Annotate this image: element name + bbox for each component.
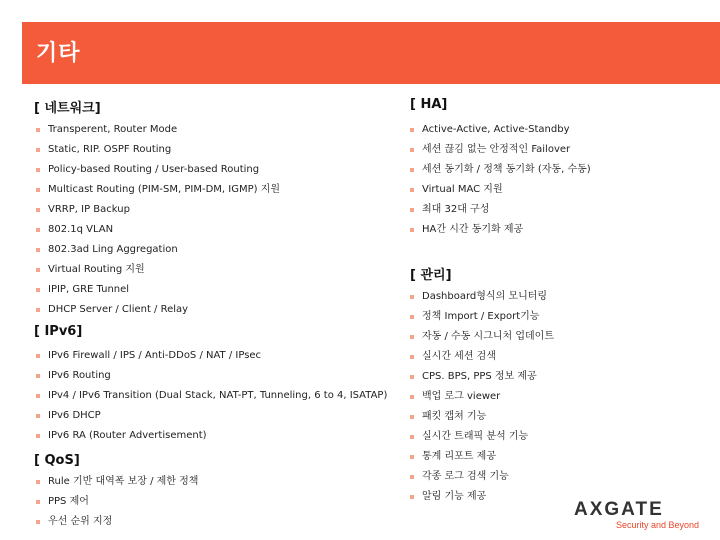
list-item: Policy-based Routing / User-based Routing bbox=[34, 160, 280, 180]
list-item: Static, RIP. OSPF Routing bbox=[34, 140, 280, 160]
list-item: 실시간 세션 검색 bbox=[408, 347, 554, 367]
list-item: 알림 기능 제공 bbox=[408, 487, 554, 507]
qos-section-title: [ QoS] bbox=[34, 453, 80, 468]
list-item: 실시간 트래픽 분석 기능 bbox=[408, 427, 554, 447]
list-item: 각종 로그 검색 기능 bbox=[408, 467, 554, 487]
list-item: 802.1q VLAN bbox=[34, 220, 280, 240]
logo-tagline: Security and Beyond bbox=[616, 520, 700, 530]
list-item: IPv6 Firewall / IPS / Anti-DDoS / NAT / IPsec bbox=[34, 346, 387, 366]
qos-list bbox=[34, 472, 198, 532]
list-item: IPv6 DHCP bbox=[34, 406, 387, 426]
mgmt-list bbox=[408, 287, 554, 507]
list-item: CPS. BPS, PPS 정보 제공 bbox=[408, 367, 554, 387]
list-item: 통계 리포트 제공 bbox=[408, 447, 554, 467]
list-item: IPv6 RA (Router Advertisement) bbox=[34, 426, 387, 446]
page-title: 기타 bbox=[36, 41, 81, 66]
list-item: Active-Active, Active-Standby bbox=[408, 120, 591, 140]
list-item: Dashboard형식의 모니터링 bbox=[408, 287, 554, 307]
list-item: Rule 기반 대역폭 보장 / 제한 정책 bbox=[34, 472, 198, 492]
logo-wordmark: AXGATE bbox=[574, 499, 664, 520]
list-item: 우선 순위 지정 bbox=[34, 512, 198, 532]
ha-list bbox=[408, 120, 591, 240]
mgmt-section-title: [ 관리] bbox=[410, 268, 452, 283]
axgate-logo bbox=[572, 497, 710, 531]
list-item: 802.3ad Ling Aggregation bbox=[34, 240, 280, 260]
list-item: 자동 / 수동 시그니처 업데이트 bbox=[408, 327, 554, 347]
title-banner bbox=[22, 22, 720, 84]
list-item: Multicast Routing (PIM-SM, PIM-DM, IGMP) 지원 bbox=[34, 180, 280, 200]
list-item: Transperent, Router Mode bbox=[34, 120, 280, 140]
list-item: IPIP, GRE Tunnel bbox=[34, 280, 280, 300]
list-item: PPS 제어 bbox=[34, 492, 198, 512]
list-item: 정책 Import / Export기능 bbox=[408, 307, 554, 327]
list-item: IPv6 Routing bbox=[34, 366, 387, 386]
list-item: 패킷 캡쳐 기능 bbox=[408, 407, 554, 427]
ipv6-section-title: [ IPv6] bbox=[34, 324, 83, 339]
list-item: Virtual MAC 지원 bbox=[408, 180, 591, 200]
network-section-title: [ 네트워크] bbox=[34, 101, 101, 116]
list-item: 세션 끊김 없는 안정적인 Failover bbox=[408, 140, 591, 160]
list-item: 최대 32대 구성 bbox=[408, 200, 591, 220]
list-item: DHCP Server / Client / Relay bbox=[34, 300, 280, 320]
network-list bbox=[34, 120, 280, 320]
list-item: 세션 동기화 / 정책 동기화 (자동, 수동) bbox=[408, 160, 591, 180]
list-item: IPv4 / IPv6 Transition (Dual Stack, NAT-PT, Tunneling, 6 to 4, ISATAP) bbox=[34, 386, 387, 406]
ha-section-title: [ HA] bbox=[410, 97, 448, 112]
ipv6-list bbox=[34, 346, 387, 446]
list-item: Virtual Routing 지원 bbox=[34, 260, 280, 280]
list-item: HA간 시간 동기화 제공 bbox=[408, 220, 591, 240]
list-item: 백업 로그 viewer bbox=[408, 387, 554, 407]
list-item: VRRP, IP Backup bbox=[34, 200, 280, 220]
